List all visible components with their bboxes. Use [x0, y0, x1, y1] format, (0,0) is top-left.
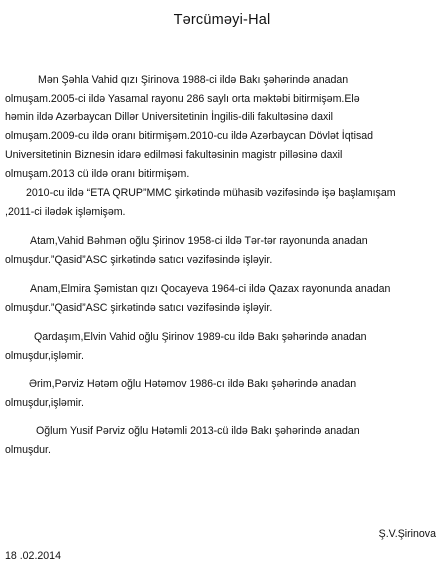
paragraph-line: olmuşam.2013 cü ildə oranı bitirmişəm.: [5, 167, 190, 180]
paragraph-line: olmuşdur.: [5, 443, 51, 456]
paragraph-father: [5, 232, 441, 269]
paragraph-son: [5, 422, 441, 459]
paragraph-mother: [5, 280, 441, 317]
paragraph-line: olmuşdur,işləmir.: [5, 396, 84, 409]
paragraph-line: olmuşdur.”Qasid”ASC şirkətində satıcı vəzifəsində işləyir.: [5, 301, 273, 314]
paragraph-line: Mən Şəhla Vahid qızı Şirinova 1988-ci ildə Bakı şəhərində anadan: [38, 74, 349, 86]
document-date: 18 .02.2014: [5, 550, 61, 562]
paragraph-line: olmuşdur,işləmir.: [5, 349, 84, 362]
paragraph-husband: [5, 375, 441, 412]
paragraph-line: Qardaşım,Elvin Vahid oğlu Şirinov 1989-cu ildə Bakı şəhərində anadan: [34, 331, 367, 343]
document-title: Tərcüməyi-Hal: [173, 12, 271, 28]
paragraph-line: Ərim,Pərviz Hətəm oğlu Hətəmov 1986-cı ildə Bakı şəhərində anadan: [29, 378, 357, 390]
paragraph-brother: [5, 328, 441, 365]
paragraph-work: [5, 184, 441, 221]
paragraph-line: olmuşam.2005-ci ildə Yasamal rayonu 286 saylı orta məktəbi bitirmişəm.Elə: [5, 92, 360, 105]
paragraph-line: Oğlum Yusif Pərviz oğlu Hətəmli 2013-cü ildə Bakı şəhərində anadan: [36, 425, 360, 437]
paragraph-line: olmuşam.2009-cu ildə oranı bitirmişəm.2010-cu ildə Azərbaycan Dövlət İqtisad: [5, 130, 374, 143]
paragraph-line: Universitetinin Biznesin idarə edilməsi fakultəsinin magistr pilləsinə daxil: [5, 148, 343, 161]
paragraph-line: 2010-cu ildə “ETA QRUP”MMC şirkətində mühasib vəzifəsində işə başlamışam: [26, 187, 396, 199]
paragraph-line: həmin ildə Azərbaycan Dillər Universitetinin İngilis-dili fakultəsinə daxil: [5, 111, 333, 124]
paragraph-line: olmuşdur.”Qasid”ASC şirkətində satıcı vəzifəsində işləyir.: [5, 253, 273, 266]
paragraph-education: [5, 71, 441, 183]
paragraph-line: ,2011-ci ilədək işləmişəm.: [5, 205, 126, 218]
paragraph-line: Atam,Vahid Bəhmən oğlu Şirinov 1958-ci ildə Tər-tər rayonunda anadan: [30, 235, 368, 247]
paragraph-line: Anam,Elmira Şəmistan qızı Qocayeva 1964-ci ildə Qazax rayonunda anadan: [30, 283, 391, 295]
signature: Ş.V.Şirinova: [378, 528, 436, 540]
